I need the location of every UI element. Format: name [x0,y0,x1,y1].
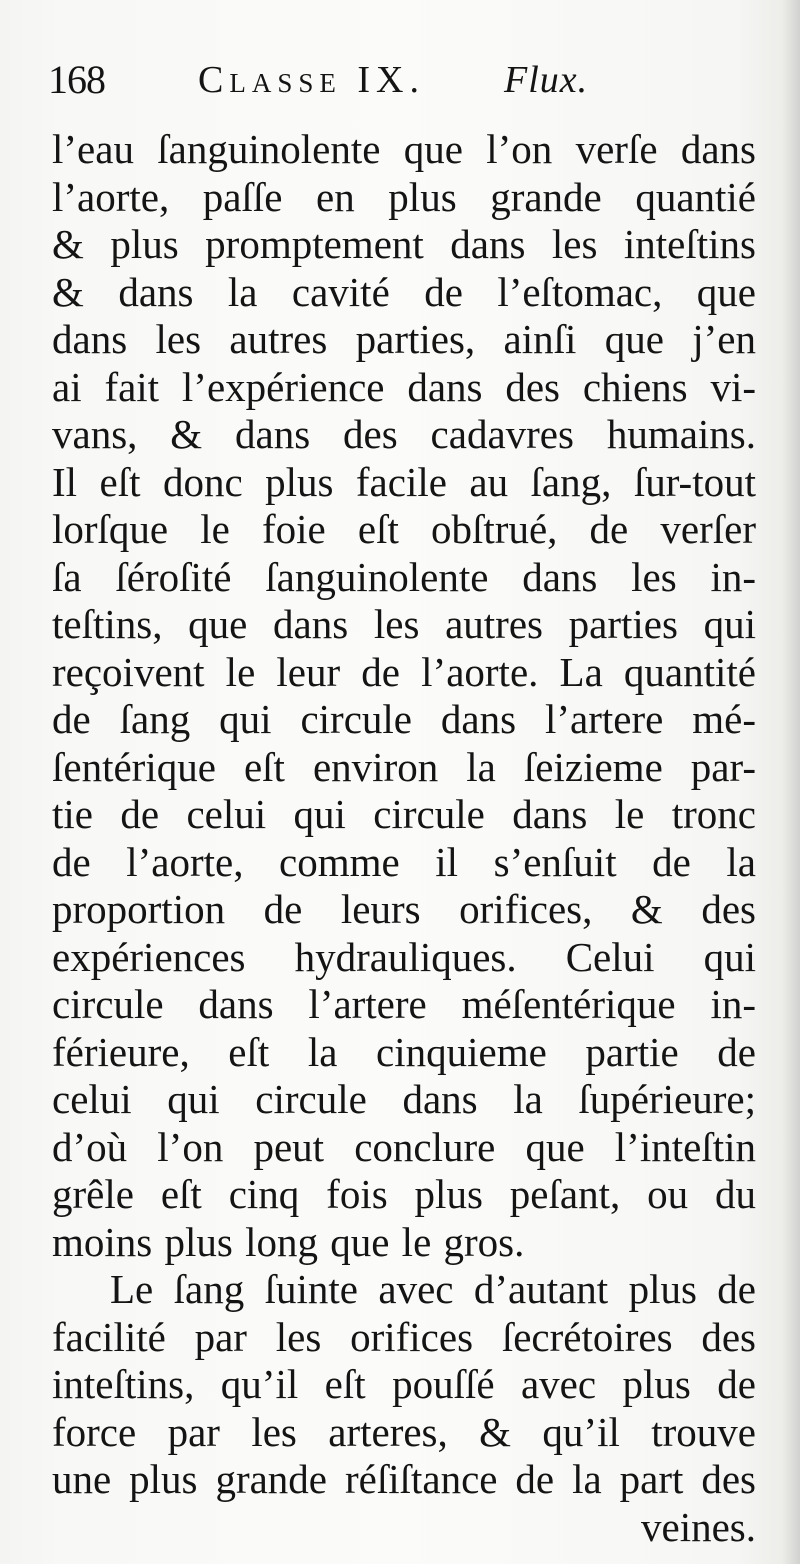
text-line-14: ſentérique eſt environ la ſeizieme par- [52,743,756,790]
text-line-17: proportion de leurs orifices, & des [52,886,756,932]
text-line-22: d’où l’on peut conclure que l’inteſtin [52,1123,756,1170]
main-text [52,126,756,1551]
page-number: 168 [48,57,105,102]
text-line-7: vans, & dans des cadavres humains. [52,411,756,457]
class-heading: Classe IX. [198,59,425,101]
text-line-3: & plus promptement dans les inteſtins [52,221,756,267]
text-line-9: lorſque le foie eſt obſtrué, de verſer [52,506,756,552]
text-line-21: celui qui circule dans la ſupérieure; [52,1076,756,1122]
section-heading: Flux. [504,59,589,101]
text-line-11: teſtins, que dans les autres parties qui [52,601,756,647]
text-line-25: Le ſang ſuinte avec d’autant plus de [110,1266,756,1312]
text-line-12: reçoivent le leur de l’aorte. La quantité [52,648,756,695]
text-line-24: moins plus long que le gros. [52,1218,525,1265]
text-line-15: tie de celui qui circule dans le tronc [52,791,756,837]
text-line-13: de ſang qui circule dans l’artere mé- [52,696,756,742]
text-line-10: ſa ſéroſité ſanguinolente dans les in- [52,553,756,600]
text-line-8: Il eſt donc plus facile au ſang, ſur-tout [52,458,756,505]
text-line-6: ai fait l’expérience dans des chiens vi- [52,363,756,410]
text-line-16: de l’aorte, comme il s’enſuit de la [52,838,756,885]
text-line-18: expériences hydrauliques. Celui qui [52,933,756,980]
text-line-1: l’eau ſanguinolente que l’on verſe dans [52,126,756,172]
text-line-30: veines. [641,1503,756,1550]
text-line-26: facilité par les orifices ſecrétoires des [52,1313,756,1360]
text-line-4: & dans la cavité de l’eſtomac, que [52,268,756,315]
text-line-5: dans les autres parties, ainſi que j’en [52,316,756,362]
text-line-28: force par les arteres, & qu’il trouve [52,1408,756,1455]
text-line-19: circule dans l’artere méſentérique in- [52,981,756,1027]
text-line-27: inteſtins, qu’il eſt pouſſé avec plus de [52,1361,756,1407]
page-header [48,56,748,104]
text-line-23: grêle eſt cinq fois plus peſant, ou du [52,1171,756,1217]
text-line-20: férieure, eſt la cinquieme partie de [52,1028,756,1075]
text-line-2: l’aorte, paſſe en plus grande quantié [52,173,756,220]
text-line-29: une plus grande réſiſtance de la part des [52,1456,756,1502]
